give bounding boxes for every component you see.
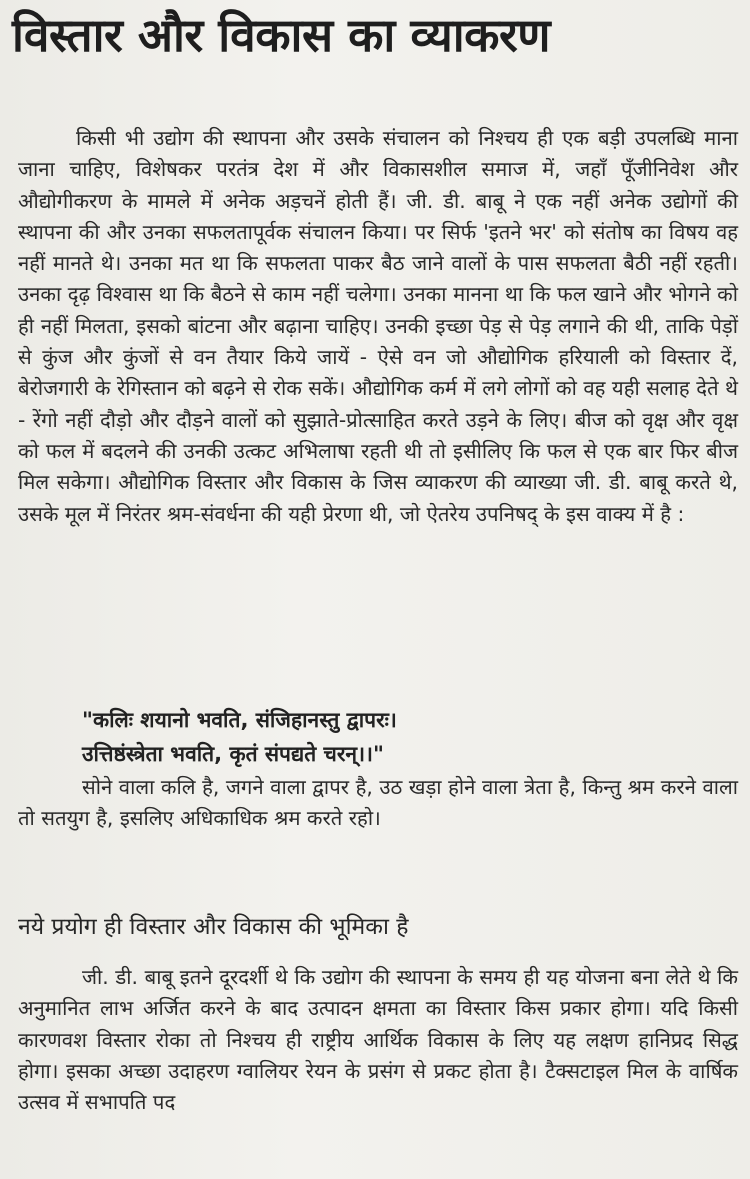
body-paragraph-1: किसी भी उद्योग की स्थापना और उसके संचालन को निश्चय ही एक बड़ी उपलब्धि माना जाना चाहिए, विशेषकर परतंत्र देश में और विकासशील समाज में, जहाँ पूँजीनिवेश और औद्योगीकरण के मामले में अनेक अड़चनें होती हैं। जी. डी. बाबू ने एक नहीं अनेक उद्योगों की स्थापना की और उनका सफलतापूर्वक संचालन किया। पर सिर्फ 'इतने भर' को संतोष का विषय वह नहीं मानते थे। उनका मत था कि सफलता पाकर बैठ जाने वालों के पास सफलता बैठी नहीं रहती। उनका दृढ़ विश्वास था कि बैठने से काम नहीं चलेगा। उनका मानना था कि फल खाने और भोगने को ही नहीं मिलता, इसको बांटना और बढ़ाना चाहिए। उनकी इच्छा पेड़ से पेड़ लगाने की थी, ताकि पेड़ों से कुंज और कुंजों से वन तैयार किये जायें - ऐसे वन जो औद्योगिक हरियाली को विस्तार दें, बेरोजगारी के रेगिस्तान को बढ़ने से रोक सकें। औद्योगिक कर्म में लगे लोगों को वह यही सलाह देते थे - रेंगो नहीं दौड़ो और दौड़ने वालों को सुझाते-प्रोत्साहित करते उड़ने के लिए। बीज को वृक्ष और वृक्ष को फल में बदलने की उनकी उत्कट अभिलाषा रहती थी तो इसीलिए कि फल से एक बार फिर बीज मिल सकेगा। औद्योगिक विस्तार और विकास के जिस व्याकरण की व्याख्या जी. डी. बाबू करते थे, उसके मूल में निरंतर श्रम-संवर्धना की यही प्रेरणा थी, जो ऐतरेय उपनिषद् के इस वाक्य में है : bbox=[18, 126, 738, 526]
verse-line-2: उत्तिष्ठंस्त्रेता भवति, कृतं संपद्यते चरन्।।" bbox=[82, 742, 384, 766]
section-subheading: नये प्रयोग ही विस्तार और विकास की भूमिका है bbox=[18, 914, 409, 940]
chapter-title: विस्तार और विकास का व्याकरण bbox=[12, 8, 551, 62]
body-paragraph-2: सोने वाला कलि है, जगने वाला द्वापर है, उठ खड़ा होने वाला त्रेता है, किन्तु श्रम करने वाला तो सतयुग है, इसलिए अधिकाधिक श्रम करते रहो। bbox=[18, 775, 738, 831]
verse-line-1: "कलिः शयानो भवति, संजिहानस्तु द्वापरः। bbox=[82, 708, 397, 732]
sanskrit-verse bbox=[82, 703, 397, 771]
body-paragraph-3: जी. डी. बाबू इतने दूरदर्शी थे कि उद्योग की स्थापना के समय ही यह योजना बना लेते थे कि अनुमानित लाभ अर्जित करने के बाद उत्पादन क्षमता का विस्तार किस प्रकार होगा। यदि किसी कारणवश विस्तार रोका तो निश्चय ही राष्ट्रीय आर्थिक विकास के लिए यह लक्षण हानिप्रद सिद्ध होगा। इसका अच्छा उदाहरण ग्वालियर रेयन के प्रसंग से प्रकट होता है। टैक्सटाइल मिल के वार्षिक उत्सव में सभापति पद bbox=[18, 965, 738, 1115]
